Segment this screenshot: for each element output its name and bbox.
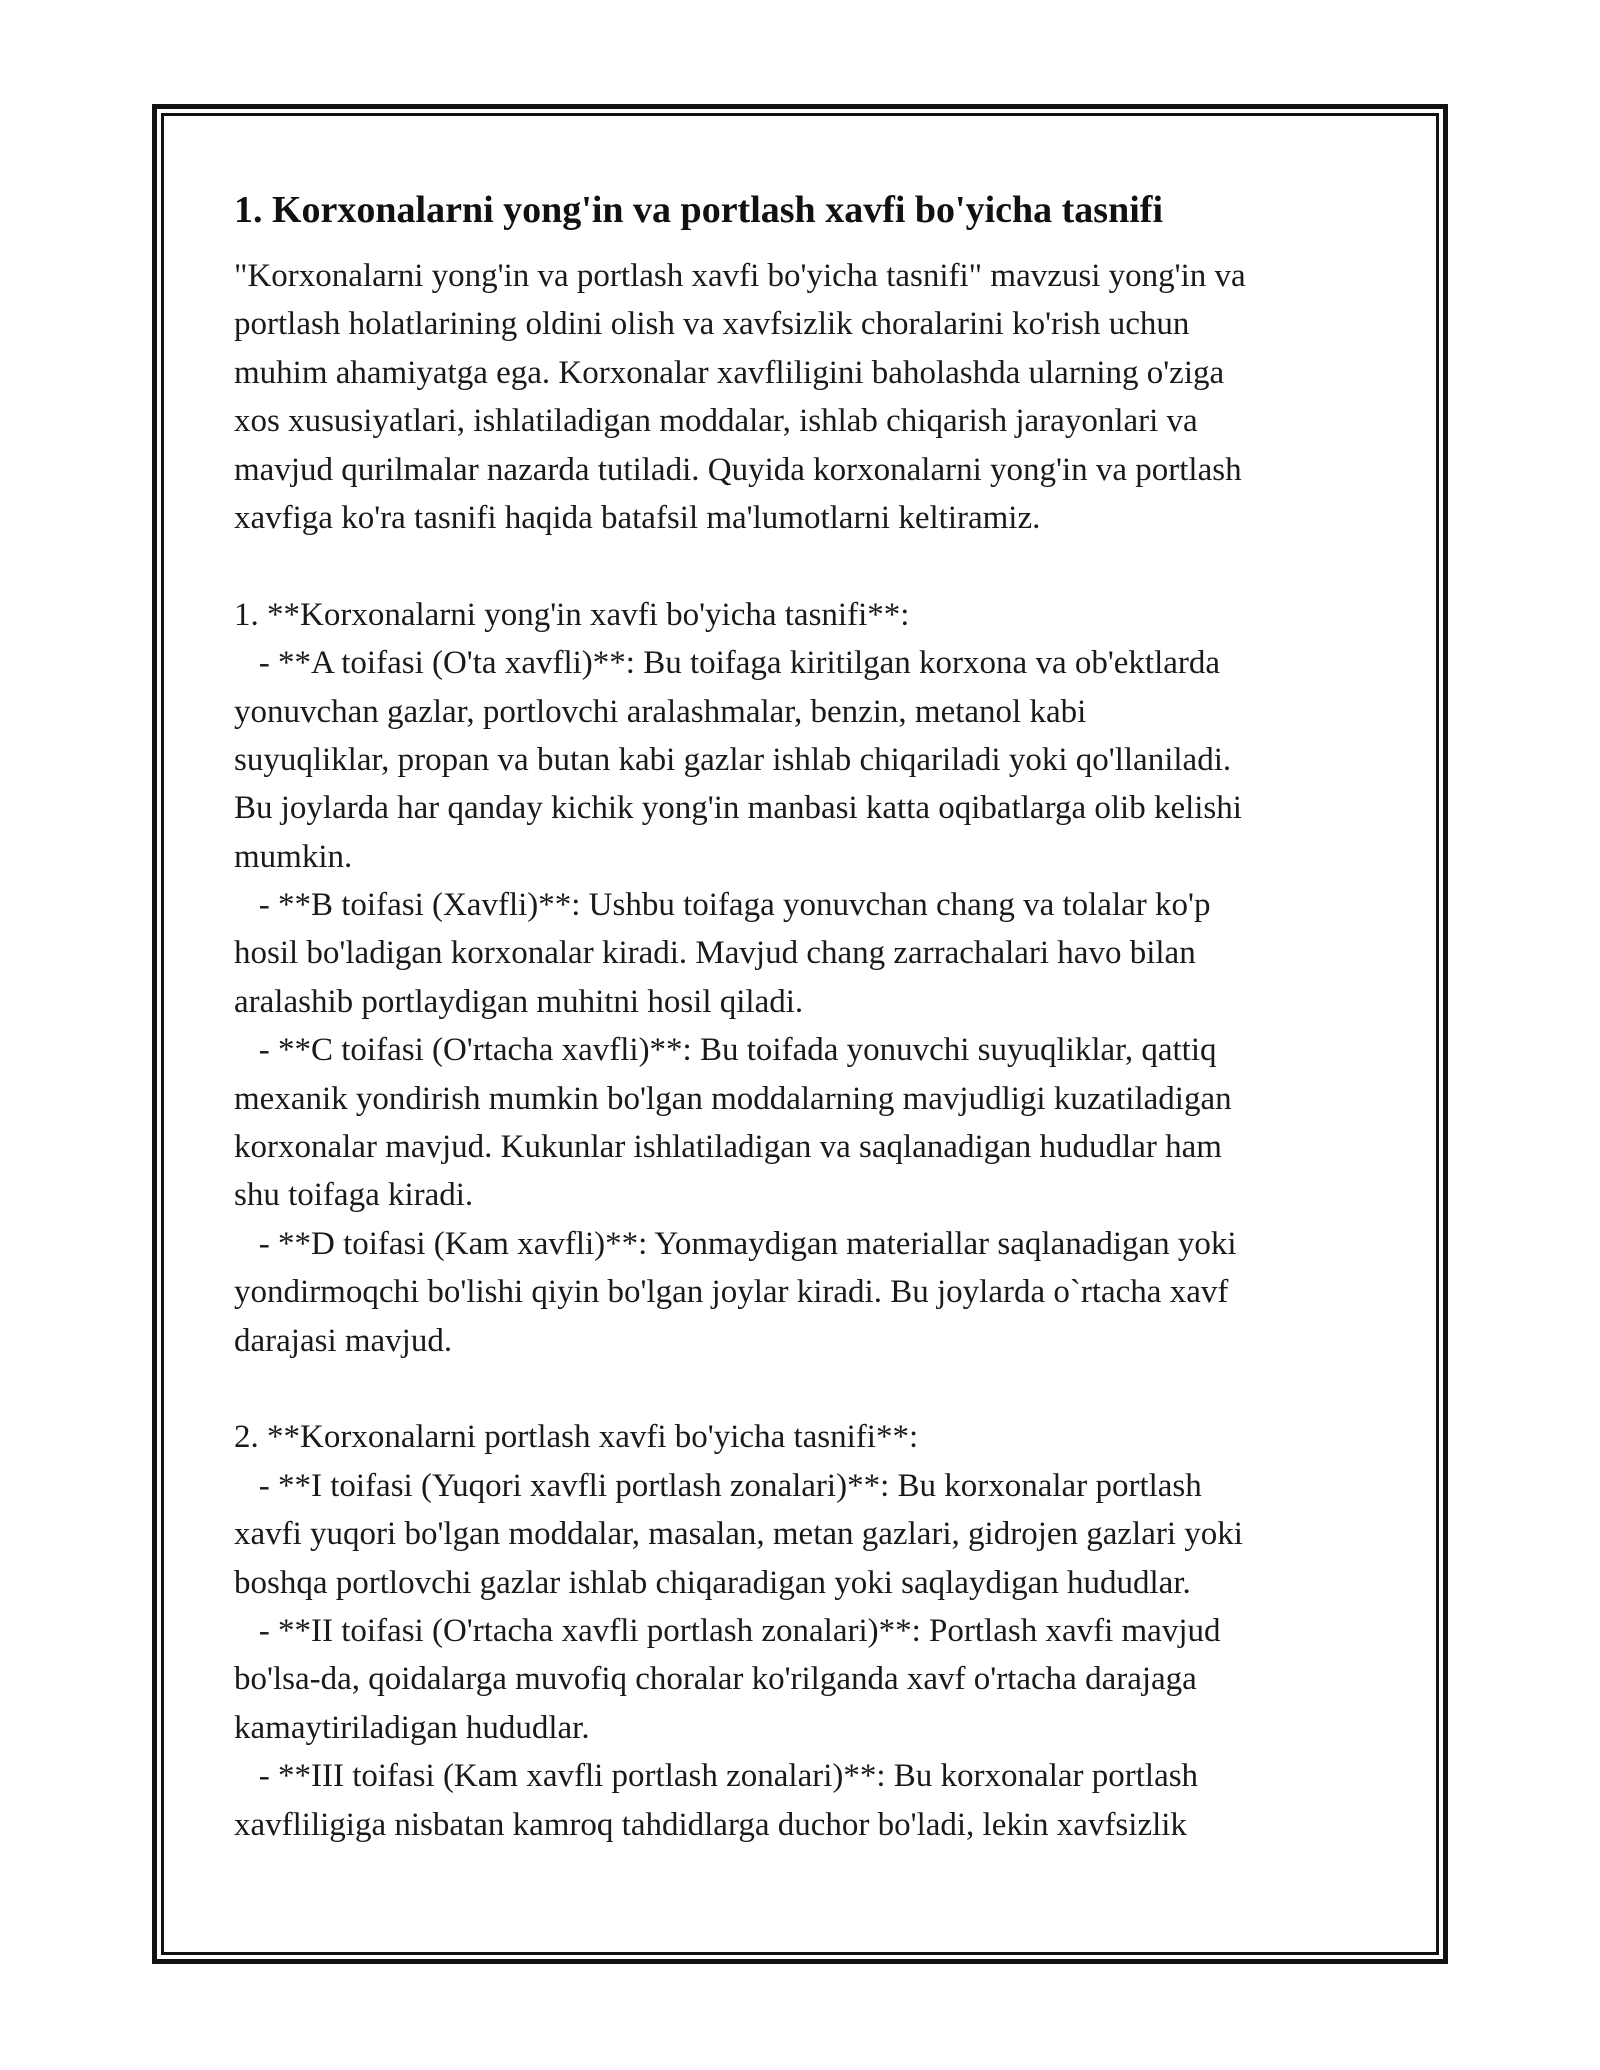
text-line: Bu joylarda har qanday kichik yong'in manbasi katta oqibatlarga olib kelishi [234, 790, 1242, 827]
text-line: yondirmoqchi bo'lishi qiyin bo'lgan joylar kiradi. Bu joylarda o`rtacha xavf [234, 1274, 1229, 1311]
text-line: - **I toifasi (Yuqori xavfli portlash zonalari)**: Bu korxonalar portlash [234, 1467, 1202, 1504]
text-line: - **C toifasi (O'rtacha xavfli)**: Bu toifada yonuvchi suyuqliklar, qattiq [234, 1032, 1217, 1069]
text-line: - **D toifasi (Kam xavfli)**: Yonmaydigan materiallar saqlanadigan yoki [234, 1225, 1237, 1262]
text-line: xavfi yuqori bo'lgan moddalar, masalan, metan gazlari, gidrojen gazlari yoki [234, 1516, 1243, 1553]
document-body [234, 186, 1384, 1849]
text-line: shu toifaga kiradi. [234, 1177, 474, 1214]
text-line: - **III toifasi (Kam xavfli portlash zonalari)**: Bu korxonalar portlash [234, 1758, 1199, 1795]
text-line: mexanik yondirish mumkin bo'lgan moddalarning mavjudligi kuzatiladigan [234, 1080, 1232, 1117]
text-line: suyuqliklar, propan va butan kabi gazlar ishlab chiqariladi yoki qo'llaniladi. [234, 741, 1232, 778]
text-line: mavjud qurilmalar nazarda tutiladi. Quyida korxonalarni yong'in va portlash [234, 451, 1242, 488]
text-line: xavfiga ko'ra tasnifi haqida batafsil ma'lumotlarni keltiramiz. [234, 499, 1041, 536]
text-line: - **A toifasi (O'ta xavfli)**: Bu toifaga kiritilgan korxona va ob'ektlarda [234, 645, 1221, 682]
text-line: - **B toifasi (Xavfli)**: Ushbu toifaga yonuvchan chang va tolalar ko'p [234, 887, 1211, 924]
text-line: 1. **Korxonalarni yong'in xavfi bo'yicha tasnifi**: [234, 596, 910, 633]
text-line: kamaytiriladigan hududlar. [234, 1709, 590, 1746]
text-line: xos xususiyatlari, ishlatiladigan moddalar, ishlab chiqarish jarayonlari va [234, 403, 1198, 440]
text-line: "Korxonalarni yong'in va portlash xavfi bo'yicha tasnifi" mavzusi yong'in va [234, 258, 1246, 294]
text-line: yonuvchan gazlar, portlovchi aralashmalar, benzin, metanol kabi [234, 693, 1087, 730]
text-line: portlash holatlarining oldini olish va xavfsizlik choralarini ko'rish uchun [234, 306, 1190, 343]
text-line: mumkin. [234, 838, 353, 875]
text-line: muhim ahamiyatga ega. Korxonalar xavfliligini baholashda ularning o'ziga [234, 354, 1225, 391]
text-line: aralashib portlaydigan muhitni hosil qiladi. [234, 983, 804, 1020]
paragraph-lines [234, 252, 1384, 1849]
text-line: - **II toifasi (O'rtacha xavfli portlash zonalari)**: Portlash xavfi mavjud [234, 1612, 1221, 1649]
text-line: korxonalar mavjud. Kukunlar ishlatiladigan va saqlanadigan hududlar ham [234, 1129, 1222, 1166]
blank-line [234, 1365, 1384, 1413]
text-line: 2. **Korxonalarni portlash xavfi bo'yicha tasnifi**: [234, 1419, 919, 1456]
text-line: darajasi mavjud. [234, 1322, 453, 1359]
text-line: bo'lsa-da, qoidalarga muvofiq choralar ko'rilganda xavf o'rtacha darajaga [234, 1661, 1197, 1698]
text-line: boshqa portlovchi gazlar ishlab chiqaradigan yoki saqlaydigan hududlar. [234, 1564, 1191, 1601]
text-line: hosil bo'ladigan korxonalar kiradi. Mavjud chang zarrachalari havo bilan [234, 935, 1196, 972]
text-line: xavfliligiga nisbatan kamroq tahdidlarga duchor bo'ladi, lekin xavfsizlik [234, 1806, 1187, 1843]
section-heading: 1. Korxonalarni yong'in va portlash xavfi bo'yicha tasnifi [234, 189, 1163, 231]
blank-line [234, 542, 1384, 590]
